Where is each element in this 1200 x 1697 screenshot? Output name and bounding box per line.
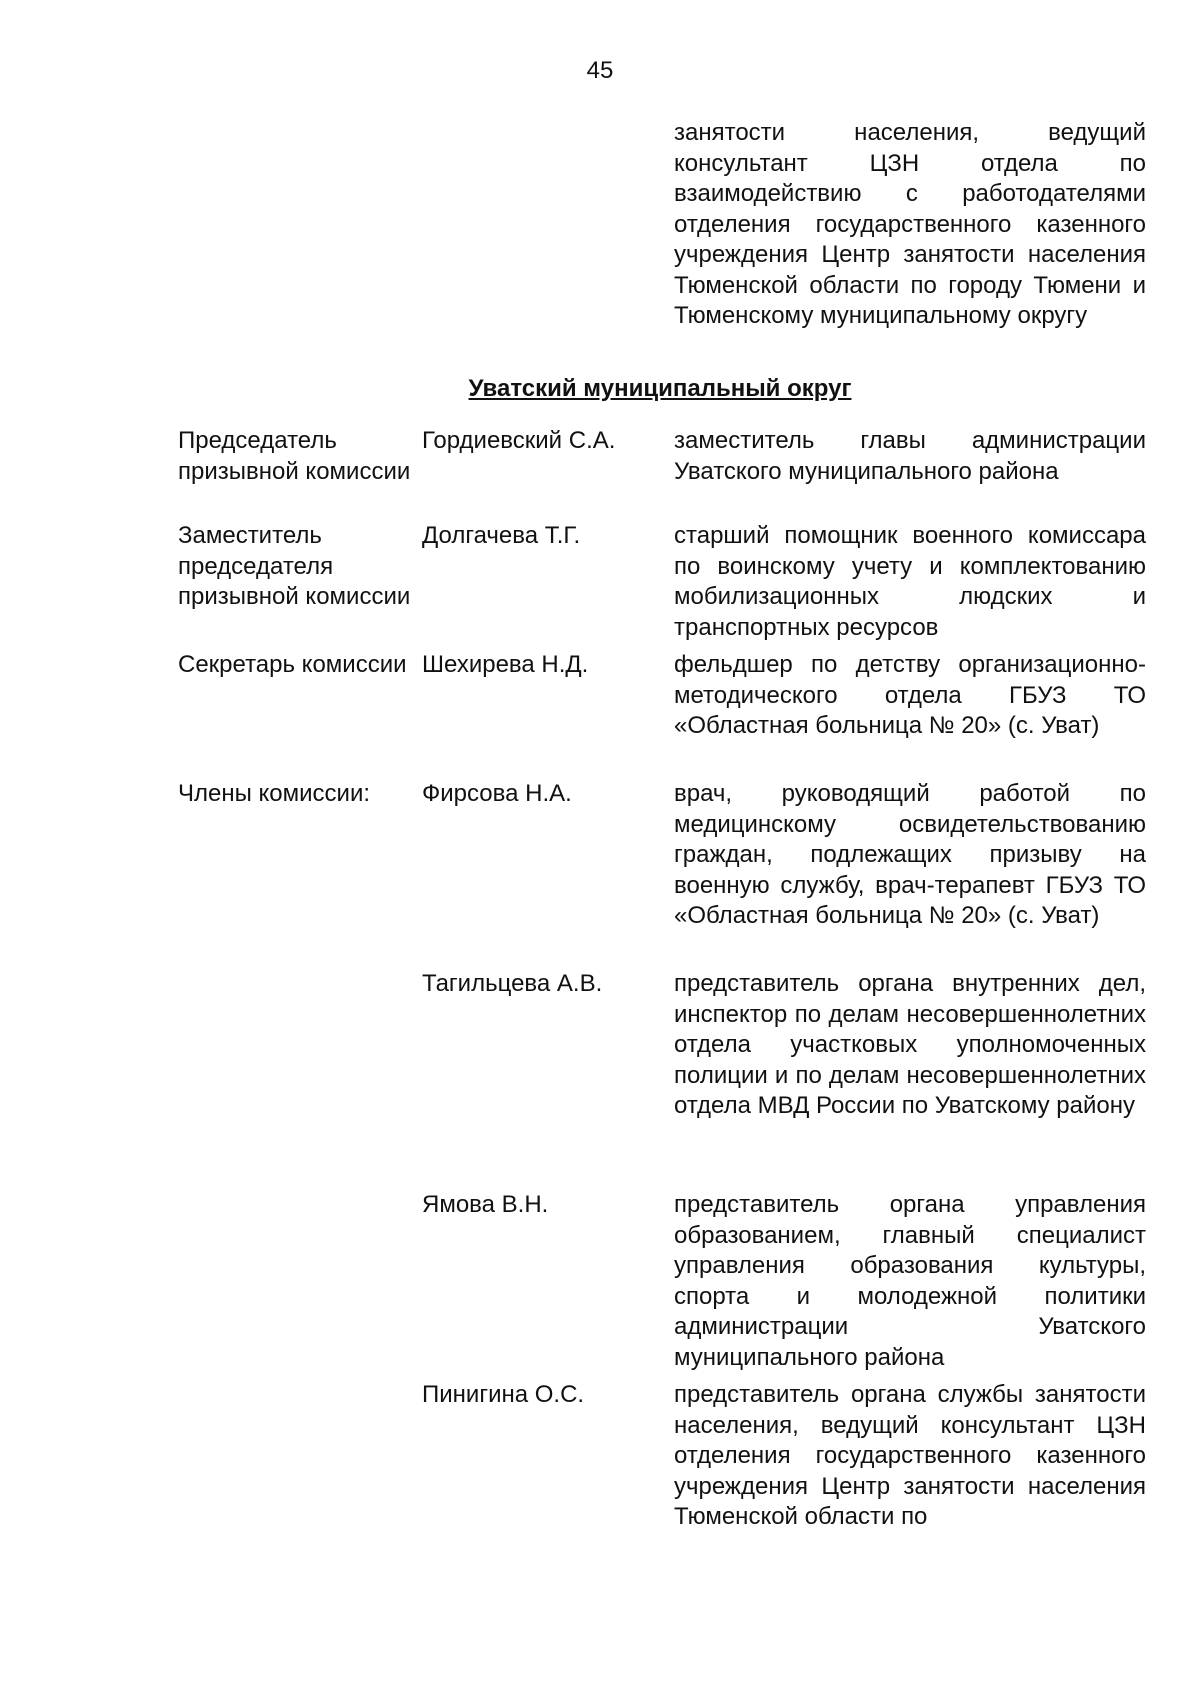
row-description: представитель органа службы занятости населения, ведущий консультант ЦЗН отделения государственного казенного учреждения Центр занятости населения Тюменской области по bbox=[674, 1381, 1146, 1530]
row-description: представитель органа управления образованием, главный специалист управления образования культуры, спорта и молодежной политики администрации Уватского муниципального района bbox=[674, 1191, 1146, 1371]
row-name: Шехирева Н.Д. bbox=[422, 651, 589, 678]
row-description: заместитель главы администрации Уватского муниципального района bbox=[674, 427, 1146, 485]
row-name: Ямова В.Н. bbox=[422, 1191, 549, 1218]
page-number: 45 bbox=[586, 57, 614, 84]
row-name: Тагильцева А.В. bbox=[422, 970, 603, 997]
row-description: старший помощник военного комиссара по воинскому учету и комплектованию мобилизационных людских и транспортных ресурсов bbox=[674, 522, 1146, 641]
section-title: Уватский муниципальный округ bbox=[468, 375, 852, 402]
row-description: фельдшер по детству организационно-методического отдела ГБУЗ ТО «Областная больница № 20» (с. Уват) bbox=[674, 651, 1146, 739]
row-description: врач, руководящий работой по медицинскому освидетельствованию граждан, подлежащих призыву на военную службу, врач-терапевт ГБУЗ ТО «Областная больница № 20» (с. Уват) bbox=[674, 780, 1146, 929]
row-role: Секретарь комиссии bbox=[178, 651, 407, 678]
row-role: Члены комиссии: bbox=[178, 780, 371, 807]
row-name: Фирсова Н.А. bbox=[422, 780, 572, 807]
row-description: представитель органа внутренних дел, инспектор по делам несовершеннолетних отдела участковых уполномоченных полиции и по делам несовершеннолетних отдела МВД России по Уватскому району bbox=[674, 970, 1146, 1119]
row-name: Долгачева Т.Г. bbox=[422, 522, 581, 549]
continuation-text: занятости населения, ведущий консультант ЦЗН отдела по взаимодействию с работодателями отделения государственного казенного учреждения Центр занятости населения Тюменской области по городу Тюмени и Тюменскому муниципальному округу bbox=[674, 119, 1146, 329]
row-name: Пинигина О.С. bbox=[422, 1381, 585, 1408]
row-role: Председатель призывной комиссии bbox=[178, 427, 411, 485]
row-role: Заместитель председателя призывной комиссии bbox=[178, 522, 411, 610]
row-name: Гордиевский С.А. bbox=[422, 427, 616, 454]
